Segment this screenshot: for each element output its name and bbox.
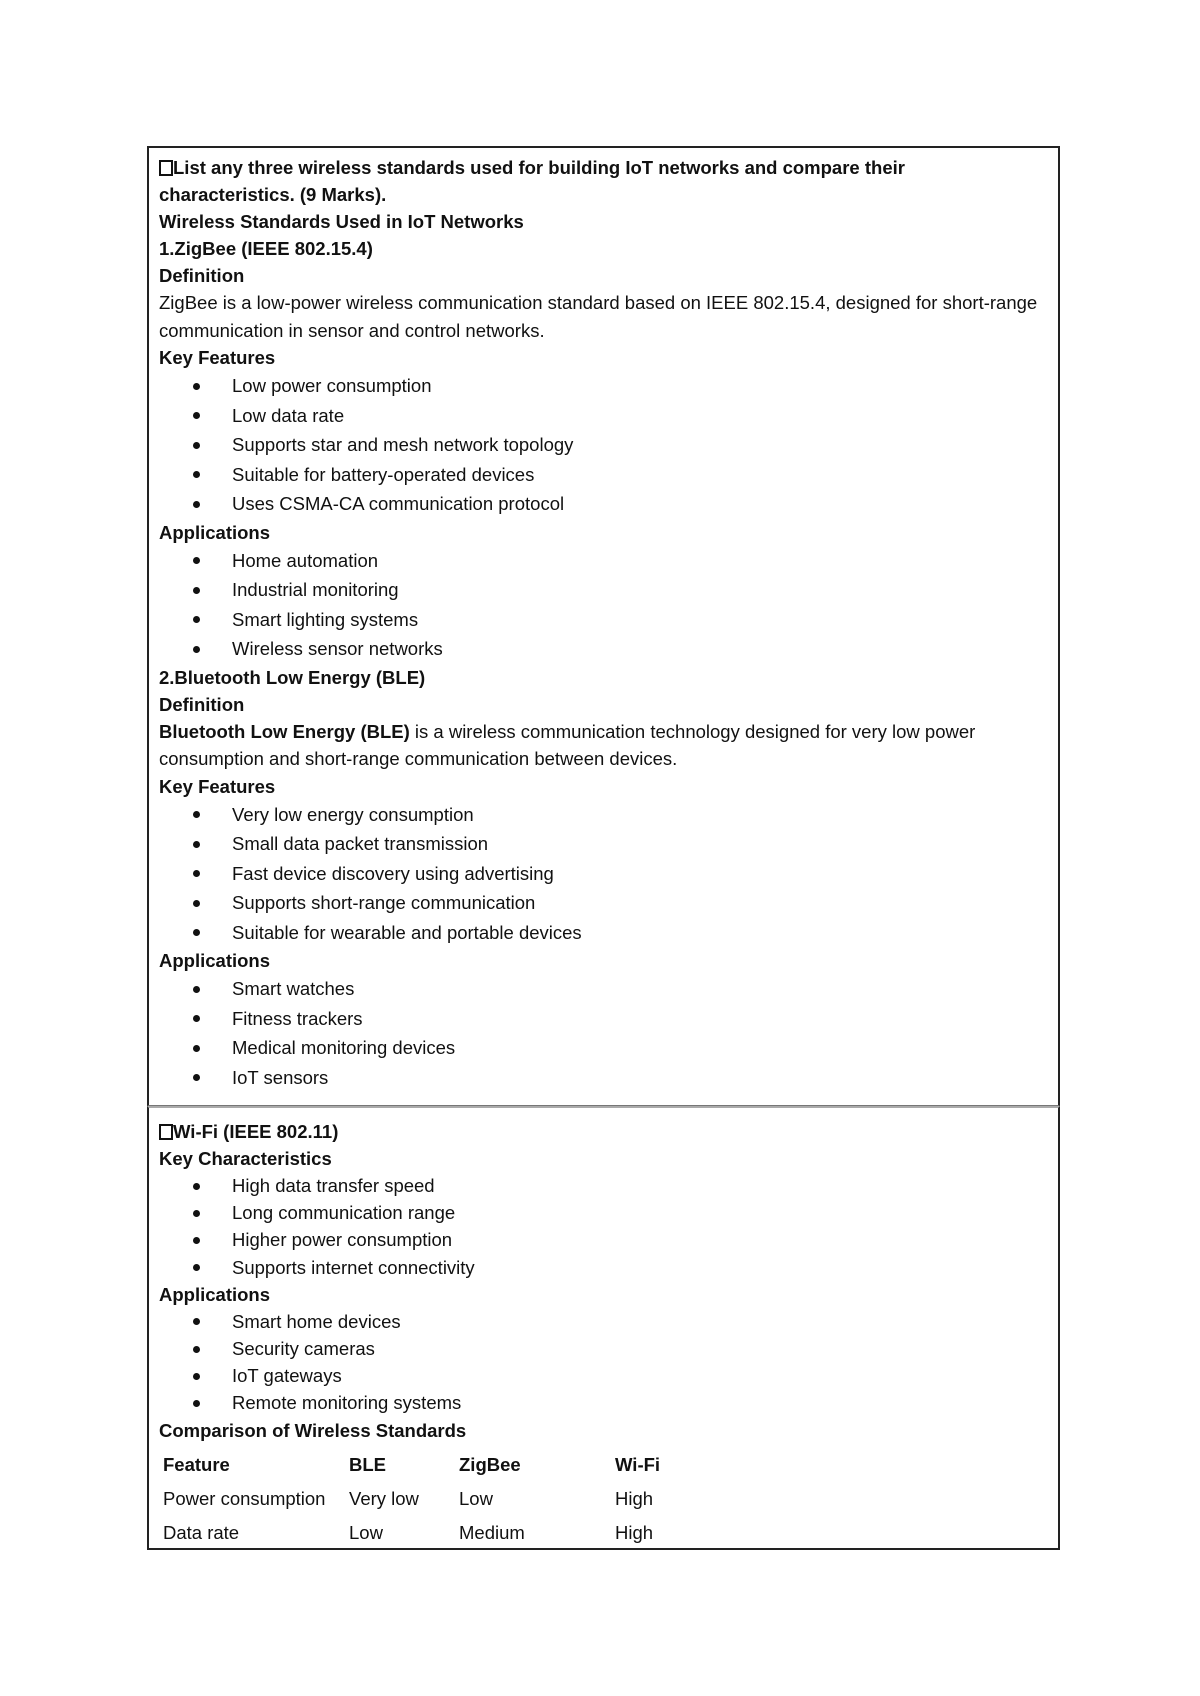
bullet-icon [193, 811, 200, 818]
bullet-icon [193, 1264, 200, 1271]
list-item: Small data packet transmission [159, 829, 1050, 859]
bullet-icon [193, 1015, 200, 1022]
missing-glyph-icon [159, 160, 173, 176]
bullet-icon [193, 1373, 200, 1380]
table-header-cell: Feature [163, 1453, 230, 1475]
bullet-icon [193, 412, 200, 419]
bullet-icon [193, 383, 200, 390]
list-item: Medical monitoring devices [159, 1033, 1050, 1063]
list-item: Home automation [159, 546, 1050, 576]
list-item: Smart watches [159, 974, 1050, 1004]
list-item: Security cameras [159, 1335, 1050, 1362]
comparison-table [159, 1448, 664, 1550]
bullet-icon [193, 471, 200, 478]
list-item: Suitable for wearable and portable devices [159, 918, 1050, 948]
list-item: Low data rate [159, 401, 1050, 431]
bullet-icon [193, 1318, 200, 1325]
bullet-icon [193, 1074, 200, 1081]
bullet-icon [193, 557, 200, 564]
table-cell: High [615, 1487, 654, 1509]
ble-applications-list [159, 974, 1050, 1092]
wifi-characteristics-heading: Key Characteristics [159, 1148, 332, 1169]
question-line-2: characteristics. (9 Marks). [159, 184, 387, 205]
bullet-icon [193, 986, 200, 993]
missing-glyph-icon [159, 1124, 173, 1140]
table-header-cell: BLE [349, 1453, 386, 1475]
list-item: Supports short-range communication [159, 888, 1050, 918]
list-item: Smart home devices [159, 1308, 1050, 1335]
bullet-icon [193, 841, 200, 848]
zigbee-title: 1.ZigBee (IEEE 802.15.4) [159, 238, 373, 259]
bullet-icon [193, 870, 200, 877]
wifi-applications-heading: Applications [159, 1283, 271, 1305]
table-cell: Medium [459, 1521, 525, 1543]
list-item: IoT gateways [159, 1362, 1050, 1389]
ble-definition: Bluetooth Low Energy (BLE) is a wireless communication technology designed for very low power consumption and short-range communication between devices. [159, 720, 976, 769]
wifi-characteristics-list [159, 1172, 1050, 1281]
list-item: Industrial monitoring [159, 575, 1050, 605]
zigbee-definition: ZigBee is a low-power wireless communication standard based on IEEE 802.15.4, designed for short-range communication in sensor and control networks. [159, 292, 1038, 341]
list-item: Very low energy consumption [159, 800, 1050, 830]
table-header-cell: Wi-Fi [615, 1453, 661, 1475]
list-item: Higher power consumption [159, 1226, 1050, 1253]
list-item: IoT sensors [159, 1063, 1050, 1093]
table-cell: Very low [349, 1487, 419, 1509]
bullet-icon [193, 587, 200, 594]
table-row [159, 1482, 664, 1516]
zigbee-features-list [159, 371, 1050, 519]
zigbee-features-heading: Key Features [159, 347, 276, 368]
ble-features-list [159, 800, 1050, 948]
bullet-icon [193, 501, 200, 508]
list-item: Smart lighting systems [159, 605, 1050, 635]
answer-box-1 [147, 146, 1060, 1106]
list-item: Uses CSMA-CA communication protocol [159, 489, 1050, 519]
ble-applications-heading: Applications [159, 950, 271, 971]
list-item: Wireless sensor networks [159, 634, 1050, 664]
list-item: Supports internet connectivity [159, 1254, 1050, 1281]
bullet-icon [193, 616, 200, 623]
bullet-icon [193, 1045, 200, 1052]
wifi-title: Wi-Fi (IEEE 802.11) [159, 1118, 1050, 1145]
zigbee-definition-heading: Definition [159, 265, 245, 286]
bullet-icon [193, 1237, 200, 1244]
ble-definition-heading: Definition [159, 693, 245, 715]
wifi-applications-list [159, 1308, 1050, 1417]
table-header-row [159, 1448, 664, 1482]
list-item: Fast device discovery using advertising [159, 859, 1050, 889]
bullet-icon [193, 1400, 200, 1407]
table-cell: High [615, 1521, 654, 1543]
table-cell: Low [349, 1521, 383, 1543]
list-item: Supports star and mesh network topology [159, 430, 1050, 460]
ble-features-heading: Key Features [159, 775, 276, 797]
section-title: Wireless Standards Used in IoT Networks [159, 211, 524, 232]
bullet-icon [193, 646, 200, 653]
bullet-icon [193, 1183, 200, 1190]
list-item: Remote monitoring systems [159, 1389, 1050, 1416]
table-cell: Low [459, 1487, 493, 1509]
bullet-icon [193, 1210, 200, 1217]
list-item: High data transfer speed [159, 1172, 1050, 1199]
table-cell: Data rate [163, 1521, 240, 1543]
table-header-cell: ZigBee [459, 1453, 521, 1475]
list-item: Low power consumption [159, 371, 1050, 401]
list-item: Suitable for battery-operated devices [159, 460, 1050, 490]
table-row [159, 1516, 664, 1550]
zigbee-applications-list [159, 546, 1050, 664]
list-item: Long communication range [159, 1199, 1050, 1226]
bullet-icon [193, 442, 200, 449]
table-cell: Power consumption [163, 1487, 326, 1509]
question-line-1: List any three wireless standards used for building IoT networks and compare their [159, 154, 1050, 181]
comparison-heading: Comparison of Wireless Standards [159, 1419, 467, 1441]
answer-content-1 [159, 154, 1050, 1092]
list-item: Fitness trackers [159, 1004, 1050, 1034]
zigbee-applications-heading: Applications [159, 521, 271, 543]
bullet-icon [193, 929, 200, 936]
ble-title: 2.Bluetooth Low Energy (BLE) [159, 666, 426, 688]
bullet-icon [193, 900, 200, 907]
answer-content-2 [159, 1118, 1050, 1550]
answer-box-2 [147, 1106, 1060, 1550]
bullet-icon [193, 1346, 200, 1353]
